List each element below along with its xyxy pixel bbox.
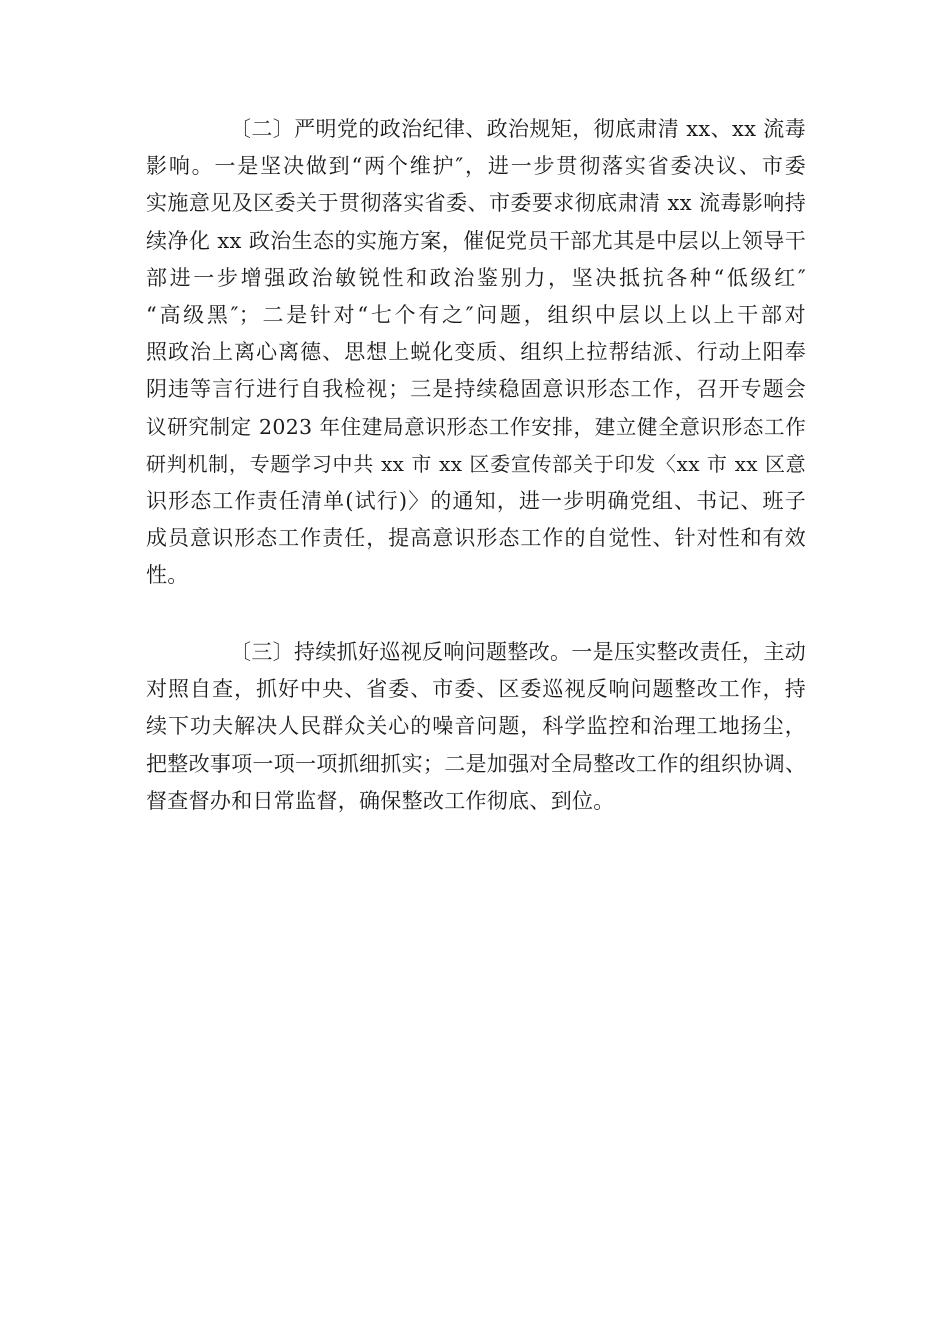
text-line: 性。	[146, 563, 189, 588]
text-line: 续净化 xx 政治生态的实施方案，催促党员干部尤其是中层以上领导干	[146, 228, 806, 253]
text-line: 成员意识形态工作责任，提高意识形态工作的自觉性、针对性和有效	[146, 526, 806, 551]
text-line: 部进一步增强政治敏锐性和政治鉴别力，坚决抵抗各种“低级红″	[146, 265, 806, 290]
text-line: 议研究制定 2023 年住建局意识形态工作安排，建立健全意识形态工作	[146, 414, 806, 439]
text-line: 实施意见及区委关于贯彻落实省委、市委要求彻底肃清 xx 流毒影响持	[146, 191, 806, 216]
text-line: 督查督办和日常监督，确保整改工作彻底、到位。	[146, 788, 615, 813]
paragraph-inspection-rectification	[146, 634, 806, 820]
text-line: 把整改事项一项一项抓细抓实；二是加强对全局整改工作的组织协调、	[146, 751, 807, 776]
paragraph-political-discipline	[146, 111, 806, 595]
text-line: 〔二〕严明党的政治纪律、政治规矩，彻底肃清 xx、xx 流毒	[230, 117, 806, 141]
text-line: 研判机制，专题学习中共 xx 市 xx 区委宣传部关于印发〈xx 市 xx 区意	[146, 451, 806, 476]
text-line: 阴违等言行进行自我检视；三是持续稳固意识形态工作，召开专题会	[146, 377, 806, 402]
text-line: 续下功夫解决人民群众关心的噪音问题，科学监控和治理工地扬尘，	[146, 714, 806, 739]
text-line: 〔三〕持续抓好巡视反响问题整改。一是压实整改责任，主动	[230, 640, 806, 664]
text-line: “高级黑″；二是针对“七个有之″问题，组织中层以上以上干部对	[146, 303, 806, 328]
text-line: 对照自查，抓好中央、省委、市委、区委巡视反响问题整改工作，持	[146, 677, 806, 702]
text-line: 识形态工作责任清单(试行)〉的通知，进一步明确党组、书记、班子	[146, 489, 806, 514]
text-line: 照政治上离心离德、思想上蜕化变质、组织上拉帮结派、行动上阳奉	[146, 340, 806, 365]
text-line: 影响。一是坚决做到“两个维护″，进一步贯彻落实省委决议、市委	[146, 154, 806, 179]
